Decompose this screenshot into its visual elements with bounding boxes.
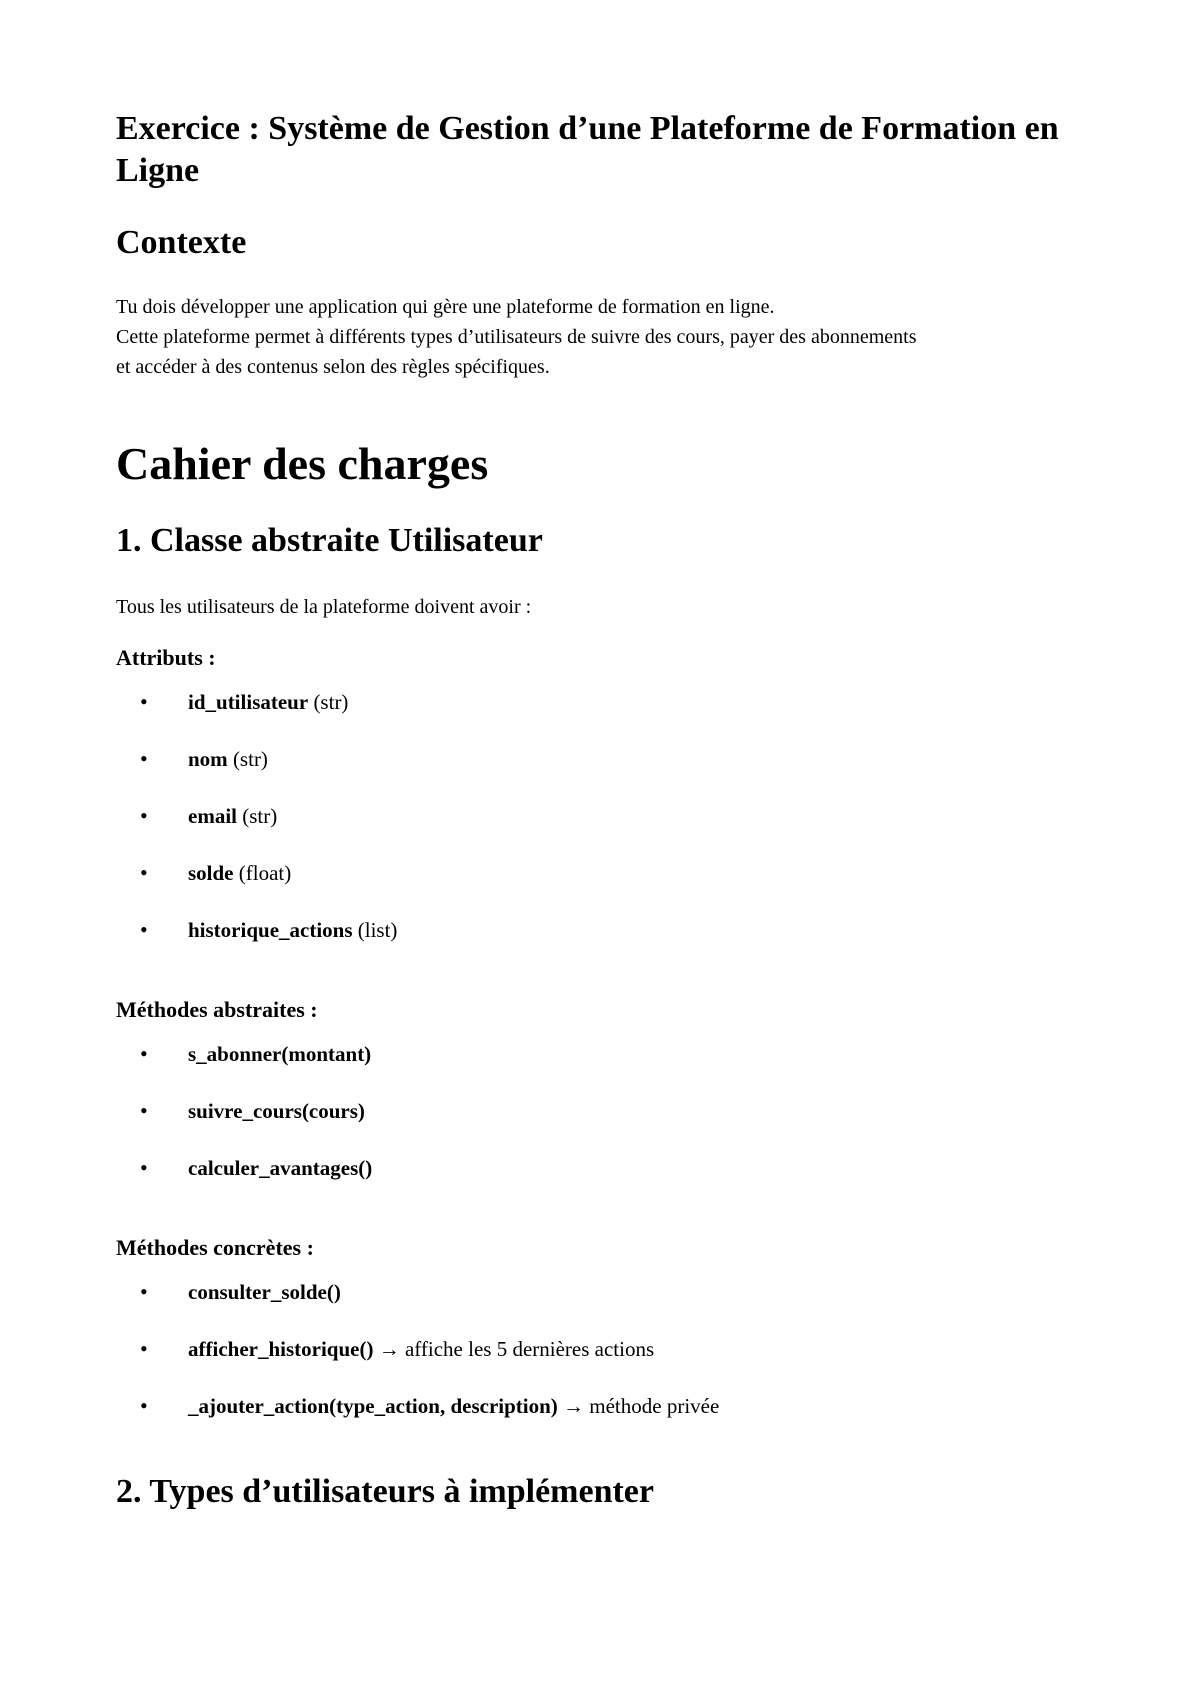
document-page [116,108,1096,1513]
item-name: suivre_cours(cours) [188,1099,365,1123]
list-item-text [188,1154,372,1182]
item-detail: → affiche les 5 dernières actions [373,1337,655,1361]
contexte-line: Cette plateforme permet à différents types d’utilisateurs de suivre des cours, payer des abonnements [116,326,917,348]
section1-heading: 1. Classe abstraite Utilisateur [116,522,543,559]
bullet-icon: • [140,746,148,771]
concretes-label: Méthodes concrètes : [116,1235,314,1260]
list-item [116,688,1096,745]
attributs-list [116,688,1096,973]
list-item [116,1040,1096,1097]
item-detail: (str) [236,804,278,828]
list-item [116,916,1096,973]
list-item [116,802,1096,859]
list-item [116,1097,1096,1154]
document-title: Exercice : Système de Gestion d’une Plateforme de Formation en Ligne [116,110,1059,189]
concretes-list [116,1278,1096,1449]
list-item-text [188,1097,365,1125]
list-item [116,1278,1096,1335]
bullet-icon: • [140,1336,148,1361]
item-detail: (float) [233,861,292,885]
item-detail: (list) [352,918,398,942]
contexte-line: Tu dois développer une application qui gère une plateforme de formation en ligne. [116,296,775,318]
section1-intro: Tous les utilisateurs de la plateforme doivent avoir : [116,596,532,618]
list-item-text [188,1278,341,1306]
bullet-icon: • [140,1155,148,1180]
abstraites-label: Méthodes abstraites : [116,997,318,1022]
bullet-icon: • [140,860,148,885]
bullet-icon: • [140,1041,148,1066]
item-name: calculer_avantages() [188,1156,373,1180]
bullet-icon: • [140,917,148,942]
item-name: id_utilisateur [188,690,309,714]
contexte-line: et accéder à des contenus selon des règles spécifiques. [116,356,550,378]
item-detail: (str) [308,690,349,714]
list-item [116,1154,1096,1211]
cahier-heading: Cahier des charges [116,438,489,489]
list-item-text [188,916,397,944]
item-name: solde [188,861,234,885]
item-name: consulter_solde() [188,1280,341,1304]
list-item-text [188,1335,654,1363]
list-item-text [188,1040,371,1068]
list-item [116,1335,1096,1392]
item-name: historique_actions [188,918,353,942]
item-detail: (str) [227,747,268,771]
list-item-text [188,802,277,830]
list-item [116,745,1096,802]
item-detail: → méthode privée [557,1394,720,1418]
item-name: nom [188,747,228,771]
list-item-text [188,1392,719,1420]
contexte-heading: Contexte [116,224,247,261]
list-item [116,1392,1096,1449]
item-name: afficher_historique() [188,1337,374,1361]
list-item-text [188,688,348,716]
list-item-text [188,859,291,887]
item-name: s_abonner(montant) [188,1042,372,1066]
bullet-icon: • [140,1279,148,1304]
item-name: email [188,804,237,828]
bullet-icon: • [140,803,148,828]
item-name: _ajouter_action(type_action, description) [188,1394,558,1418]
attributs-label: Attributs : [116,645,216,670]
section2-heading: 2. Types d’utilisateurs à implémenter [116,1473,654,1510]
bullet-icon: • [140,689,148,714]
bullet-icon: • [140,1393,148,1418]
bullet-icon: • [140,1098,148,1123]
abstraites-list [116,1040,1096,1211]
list-item-text [188,745,268,773]
list-item [116,859,1096,916]
contexte-paragraph [116,292,1096,382]
